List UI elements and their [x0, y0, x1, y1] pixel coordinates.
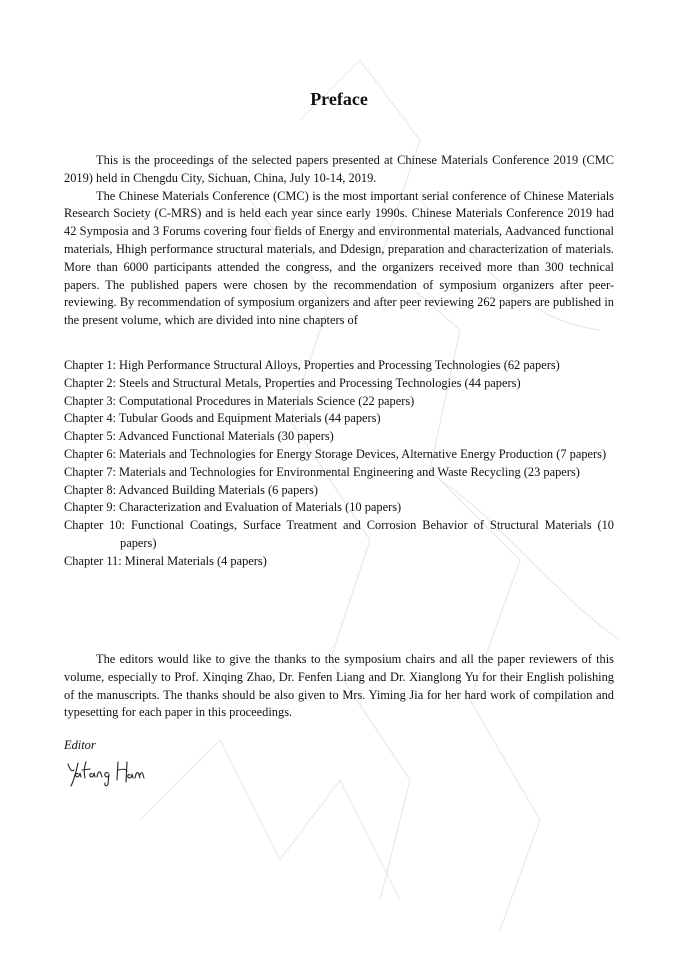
chapter-item: Chapter 1: High Performance Structural Alloys, Properties and Processing Technologies (62 papers): [64, 358, 560, 372]
chapter-item: Chapter 11: Mineral Materials (4 papers): [64, 553, 267, 568]
chapter-item: Chapter 9: Characterization and Evaluation of Materials (10 papers): [64, 500, 402, 515]
chapter-item: Chapter 8: Advanced Building Materials (6 papers): [64, 482, 318, 497]
chapter-item: Chapter 2: Steels and Structural Metals, Properties and Processing Technologies (44 papers): [64, 375, 521, 390]
chapter-item: Chapter 6: Materials and Technologies for Energy Storage Devices, Alternative Energy Production (7 papers): [64, 446, 607, 461]
chapter-item: Chapter 5: Advanced Functional Materials (30 papers): [64, 429, 334, 444]
intro-paragraph: This is the proceedings of the selected papers presented at Chinese Materials Conference 2019 (CMC 2019) held in Chengdu City, Sichuan, China, July 10-14, 2019.: [64, 153, 614, 185]
editor-label: Editor: [64, 738, 96, 752]
chapter-item: Chapter 10: Functional Coatings, Surface Treatment and Corrosion Behavior of Structural Materials (10 papers): [64, 518, 614, 550]
acknowledgement-paragraph: The editors would like to give the thanks to the symposium chairs and all the paper reviewers of this volume, especially to Prof. Xinqing Zhao, Dr. Fenfen Liang and Dr. Xianglong Yu for their English polishing of the manuscripts. The thanks should be also given to Mrs. Yiming Jia for her hard work of compilation and typesetting for each paper in this proceedings.: [64, 652, 614, 720]
chapter-item: Chapter 7: Materials and Technologies for Environmental Engineering and Waste Recycling (23 papers): [64, 464, 580, 479]
chapter-list: [64, 357, 614, 571]
chapter-item: Chapter 3: Computational Procedures in Materials Science (22 papers): [64, 393, 415, 408]
handwritten-signature: [64, 758, 148, 790]
intro-section: [64, 152, 614, 330]
acknowledgement-section: [64, 651, 614, 722]
chapter-item: Chapter 4: Tubular Goods and Equipment Materials (44 papers): [64, 411, 381, 426]
page-title: Preface: [310, 89, 368, 109]
intro-paragraph: The Chinese Materials Conference (CMC) is the most important serial conference of Chinese Materials Research Society (C-MRS) and is held each year since early 1990s. Chinese Materials Conference 2019 had 42 Symposia and 3 Forums covering four fields of Energy and environmental materials, Aadvanced functional materials, Hhigh performance structural materials, and Ddesign, preparation and characterization of materials. More than 6000 participants attended the congress, and the organizers received more than 300 technical papers. The published papers were chosen by the recommendation of symposium organizers after peer-reviewing. By recommendation of symposium organizers and after peer reviewing 262 papers are published in the present volume, which are divided into nine chapters of: [64, 188, 614, 328]
